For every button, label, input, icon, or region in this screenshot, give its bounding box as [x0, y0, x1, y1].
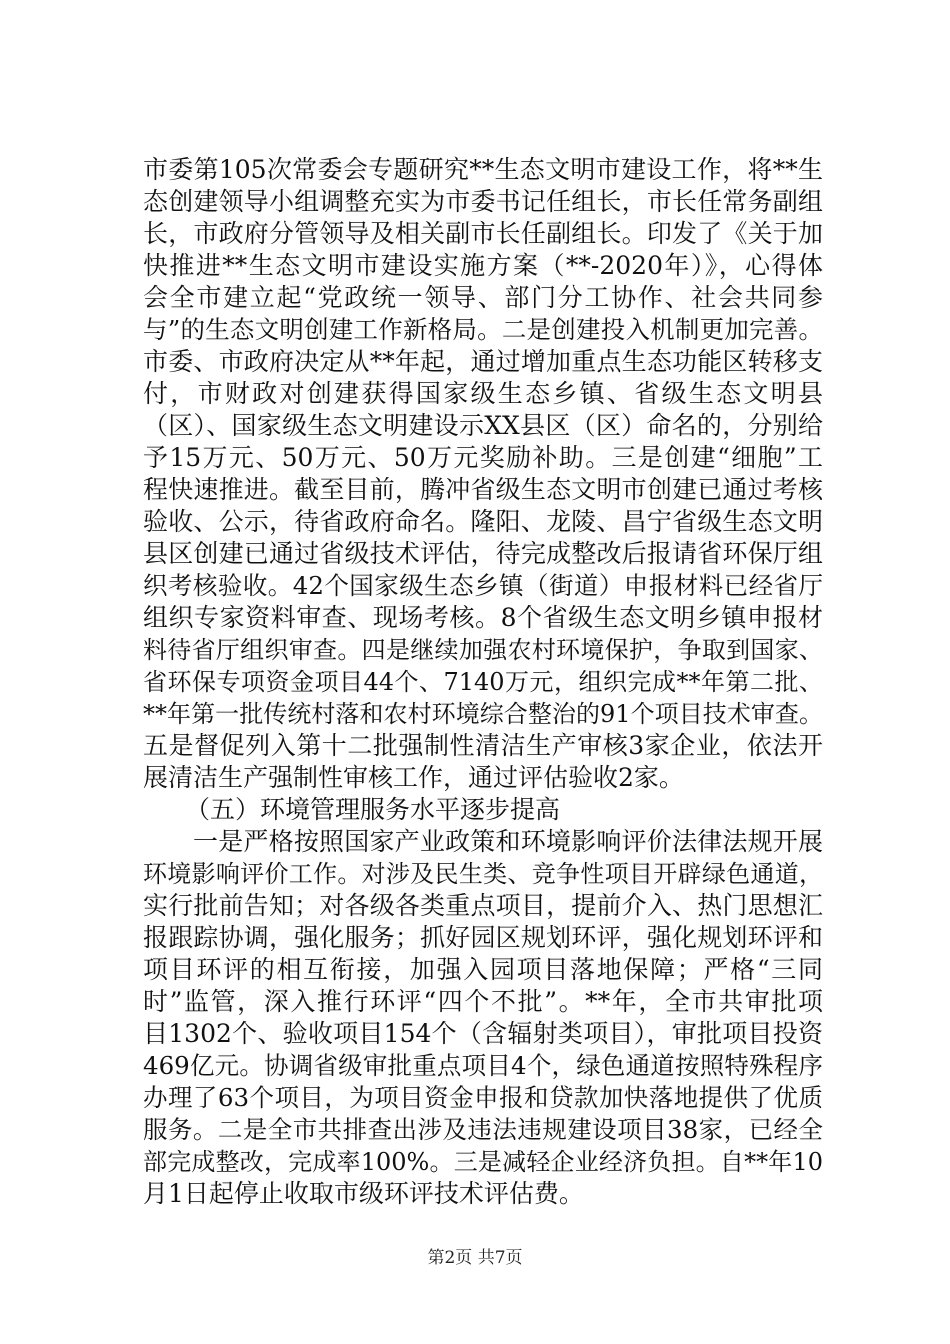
text-line: 程快速推进。截至目前，腾冲省级生态文明市创建已通过考核: [143, 475, 823, 504]
text-line: 服务。二是全市共排查出涉及违法违规建设项目38家，已经全: [143, 1115, 823, 1144]
text-line: 县区创建已通过省级技术评估，待完成整改后报请省环保厅组: [143, 539, 823, 568]
text-line: 环境影响评价工作。对涉及民生类、竞争性项目开辟绿色通道，: [143, 860, 823, 888]
text-line: 验收、公示，待省政府命名。隆阳、龙陵、昌宁省级生态文明: [143, 507, 823, 536]
section-heading: （五）环境管理服务水平逐步提高: [185, 795, 561, 824]
text-line: 组织专家资料审查、现场考核。8个省级生态文明乡镇申报材: [143, 603, 823, 632]
text-line: 月1日起停止收取市级环评技术评估费。: [143, 1179, 584, 1208]
text-line: 料待省厅组织审查。四是继续加强农村环境保护，争取到国家、: [143, 636, 823, 664]
text-line: 实行批前告知；对各级各类重点项目，提前介入、热门思想汇: [143, 891, 823, 920]
body-text: [143, 154, 823, 1210]
text-line: 态创建领导小组调整充实为市委书记任组长，市长任常务副组: [143, 187, 823, 216]
text-line: 报跟踪协调，强化服务；抓好园区规划环评，强化规划环评和: [143, 923, 823, 952]
text-line: 469亿元。协调省级审批重点项目4个，绿色通道按照特殊程序: [143, 1051, 823, 1080]
text-line: 会全市建立起“党政统一领导、部门分工协作、社会共同参: [143, 283, 823, 312]
text-line: **年第一批传统村落和农村环境综合整治的91个项目技术审查。: [143, 700, 823, 728]
text-line: 予15万元、50万元、50万元奖励补助。三是创建“细胞”工: [143, 443, 823, 472]
text-line: 五是督促列入第十二批强制性清洁生产审核3家企业，依法开: [143, 731, 823, 760]
text-line: 办理了63个项目，为项目资金申报和贷款加快落地提供了优质: [143, 1083, 823, 1112]
page-footer: 第2页 共7页: [427, 1248, 523, 1268]
text-line: 目1302个、验收项目154个（含辐射类项目），审批项目投资: [143, 1019, 823, 1048]
text-line: 展清洁生产强制性审核工作，通过评估验收2家。: [143, 763, 684, 792]
text-line: 市委第105次常委会专题研究**生态文明市建设工作，将**生: [143, 155, 823, 184]
text-line: 与”的生态文明创建工作新格局。二是创建投入机制更加完善。: [143, 315, 823, 344]
text-line: 快推进**生态文明市建设实施方案（**-2020年）》，心得体: [143, 251, 823, 280]
text-line: 省环保专项资金项目44个、7140万元，组织完成**年第二批、: [143, 668, 823, 696]
text-line: 时”监管，深入推行环评“四个不批”。**年，全市共审批项: [143, 987, 823, 1016]
text-line: 长，市政府分管领导及相关副市长任副组长。印发了《关于加: [143, 219, 823, 248]
text-line: 部完成整改，完成率100%。三是减轻企业经济负担。自**年10: [143, 1148, 823, 1176]
text-line: 市委、市政府决定从**年起，通过增加重点生态功能区转移支: [143, 347, 823, 376]
text-line: 项目环评的相互衔接，加强入园项目落地保障；严格“三同: [143, 955, 823, 984]
text-line: （区）、国家级生态文明建设示XX县区（区）命名的，分别给: [143, 411, 823, 440]
text-line: 一是严格按照国家产业政策和环境影响评价法律法规开展: [193, 827, 823, 856]
text-line: 付，市财政对创建获得国家级生态乡镇、省级生态文明县: [143, 379, 823, 408]
text-line: 织考核验收。42个国家级生态乡镇（街道）申报材料已经省厅: [143, 571, 823, 600]
